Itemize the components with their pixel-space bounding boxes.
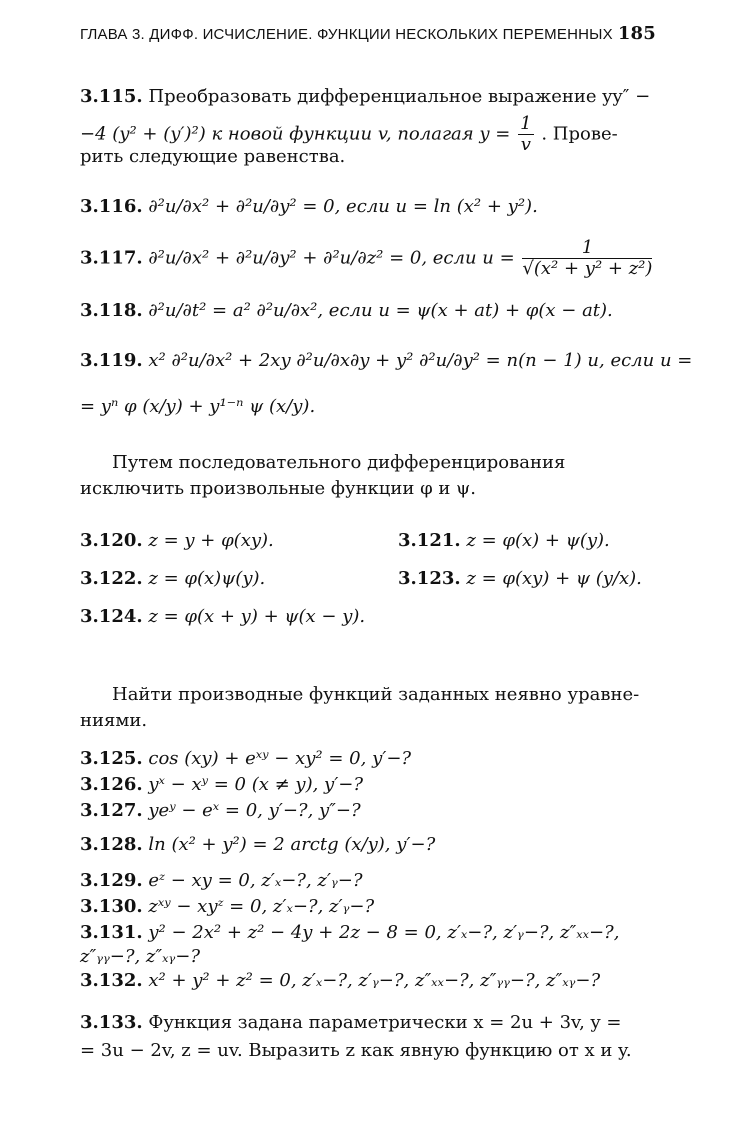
problem-number: 3.118. (80, 300, 143, 321)
problem-text: Функция задана параметрически x = 2u + 3v, y = (148, 1012, 622, 1033)
problem-3129 (80, 870, 362, 891)
problem-3119-line2 (80, 396, 315, 417)
problem-3127 (80, 800, 361, 821)
problem-3117 (80, 238, 654, 279)
problem-number: 3.121. (398, 530, 461, 551)
page-number: 185 (617, 23, 656, 44)
problem-3133-line2 (80, 1040, 632, 1061)
problem-3130 (80, 896, 374, 917)
denominator: √(x² + y² + z²) (522, 257, 653, 279)
denominator: v (520, 133, 531, 155)
instruction-text: Найти производные функций заданных неявно уравне-ниями. (80, 684, 640, 731)
formula: z = φ(x + y) + ψ(x − y). (148, 606, 366, 627)
problem-number: 3.133. (80, 1012, 143, 1033)
problem-3115-line3 (80, 146, 345, 167)
fraction (522, 238, 652, 279)
formula: z = φ(x)ψ(y). (148, 568, 266, 589)
problem-3124 (80, 606, 365, 627)
problem-number: 3.129. (80, 870, 143, 891)
numerator: 1 (520, 113, 532, 134)
formula: ∂²u/∂x² + ∂²u/∂y² = 0, если u = ln (x² + y²). (148, 196, 538, 217)
problem-number: 3.125. (80, 748, 143, 769)
problem-number: 3.116. (80, 196, 143, 217)
problem-3121 (398, 530, 610, 551)
problem-number: 3.119. (80, 350, 143, 371)
formula: eᶻ − xy = 0, z′ₓ−?, z′ᵧ−? (148, 870, 363, 891)
problem-text: . Прове- (541, 123, 618, 145)
problem-3120 (80, 530, 274, 551)
problem-number: 3.127. (80, 800, 143, 821)
problem-number: 3.128. (80, 834, 143, 855)
problem-3131-line2 (80, 946, 200, 967)
problem-3118 (80, 300, 613, 321)
problem-3122 (80, 568, 265, 589)
running-header (80, 23, 656, 44)
formula: x² + y² + z² = 0, z′ₓ−?, z′ᵧ−?, z″ₓₓ−?, z″ᵧᵧ−?, z″ₓᵧ−? (148, 970, 601, 991)
problem-text: Преобразовать дифференциальное выражение yy″ − (148, 86, 651, 107)
problem-3131-line1 (80, 922, 619, 943)
instruction-eliminate-functions (80, 450, 656, 502)
problem-3115-line1 (80, 86, 650, 107)
formula: = yⁿ φ (x/y) + y¹⁻ⁿ ψ (x/y). (80, 396, 316, 417)
problem-number: 3.131. (80, 922, 143, 943)
problem-number: 3.132. (80, 970, 143, 991)
formula: z = φ(x) + ψ(y). (466, 530, 610, 551)
problem-3125 (80, 748, 411, 769)
problem-number: 3.120. (80, 530, 143, 551)
problem-3119-line1 (80, 350, 692, 371)
problem-text: −4 (y² + (y′)²) к новой функции v, полагая y = (80, 123, 511, 145)
formula: ln (x² + y²) = 2 arctg (x/y), y′−? (148, 834, 436, 855)
numerator: 1 (522, 238, 652, 259)
problem-number: 3.115. (80, 86, 143, 107)
formula: yˣ − xʸ = 0 (x ≠ y), y′−? (148, 774, 364, 795)
problem-number: 3.117. (80, 247, 143, 269)
chapter-title: ГЛАВА 3. ДИФФ. ИСЧИСЛЕНИЕ. ФУНКЦИИ НЕСКОЛЬКИХ ПЕРЕМЕННЫХ (80, 26, 613, 43)
problem-text: рить следующие равенства. (80, 146, 346, 167)
problem-3116 (80, 196, 538, 217)
problem-3128 (80, 834, 435, 855)
fraction (518, 114, 533, 155)
formula: cos (xy) + eˣʸ − xy² = 0, y′−? (148, 748, 412, 769)
problem-number: 3.124. (80, 606, 143, 627)
problem-3132 (80, 970, 600, 991)
formula: x² ∂²u/∂x² + 2xy ∂²u/∂x∂y + y² ∂²u/∂y² = n(n − 1) u, если u = (148, 350, 693, 371)
formula: z = φ(xy) + ψ (y/x). (466, 568, 642, 589)
instruction-text: Путем последовательного дифференцирования исключить произвольные функции φ и ψ. (80, 452, 566, 499)
formula: z″ᵧᵧ−?, z″ₓᵧ−? (80, 946, 201, 967)
problem-number: 3.126. (80, 774, 143, 795)
problem-3126 (80, 774, 363, 795)
problem-number: 3.122. (80, 568, 143, 589)
problem-number: 3.123. (398, 568, 461, 589)
formula: zˣʸ − xyᶻ = 0, z′ₓ−?, z′ᵧ−? (148, 896, 375, 917)
formula: ∂²u/∂t² = a² ∂²u/∂x², если u = ψ(x + at) + φ(x − at). (148, 300, 613, 321)
formula: yeʸ − eˣ = 0, y′−?, y″−? (148, 800, 361, 821)
problem-number: 3.130. (80, 896, 143, 917)
formula: ∂²u/∂x² + ∂²u/∂y² + ∂²u/∂z² = 0, если u = (148, 247, 515, 269)
formula: z = y + φ(xy). (148, 530, 274, 551)
problem-3123 (398, 568, 642, 589)
instruction-implicit-derivatives (80, 682, 656, 734)
problem-text: = 3u − 2v, z = uv. Выразить z как явную функцию от x и y. (80, 1040, 632, 1061)
problem-3133-line1 (80, 1012, 621, 1033)
formula: y² − 2x² + z² − 4y + 2z − 8 = 0, z′ₓ−?, z′ᵧ−?, z″ₓₓ−?, (148, 922, 620, 943)
